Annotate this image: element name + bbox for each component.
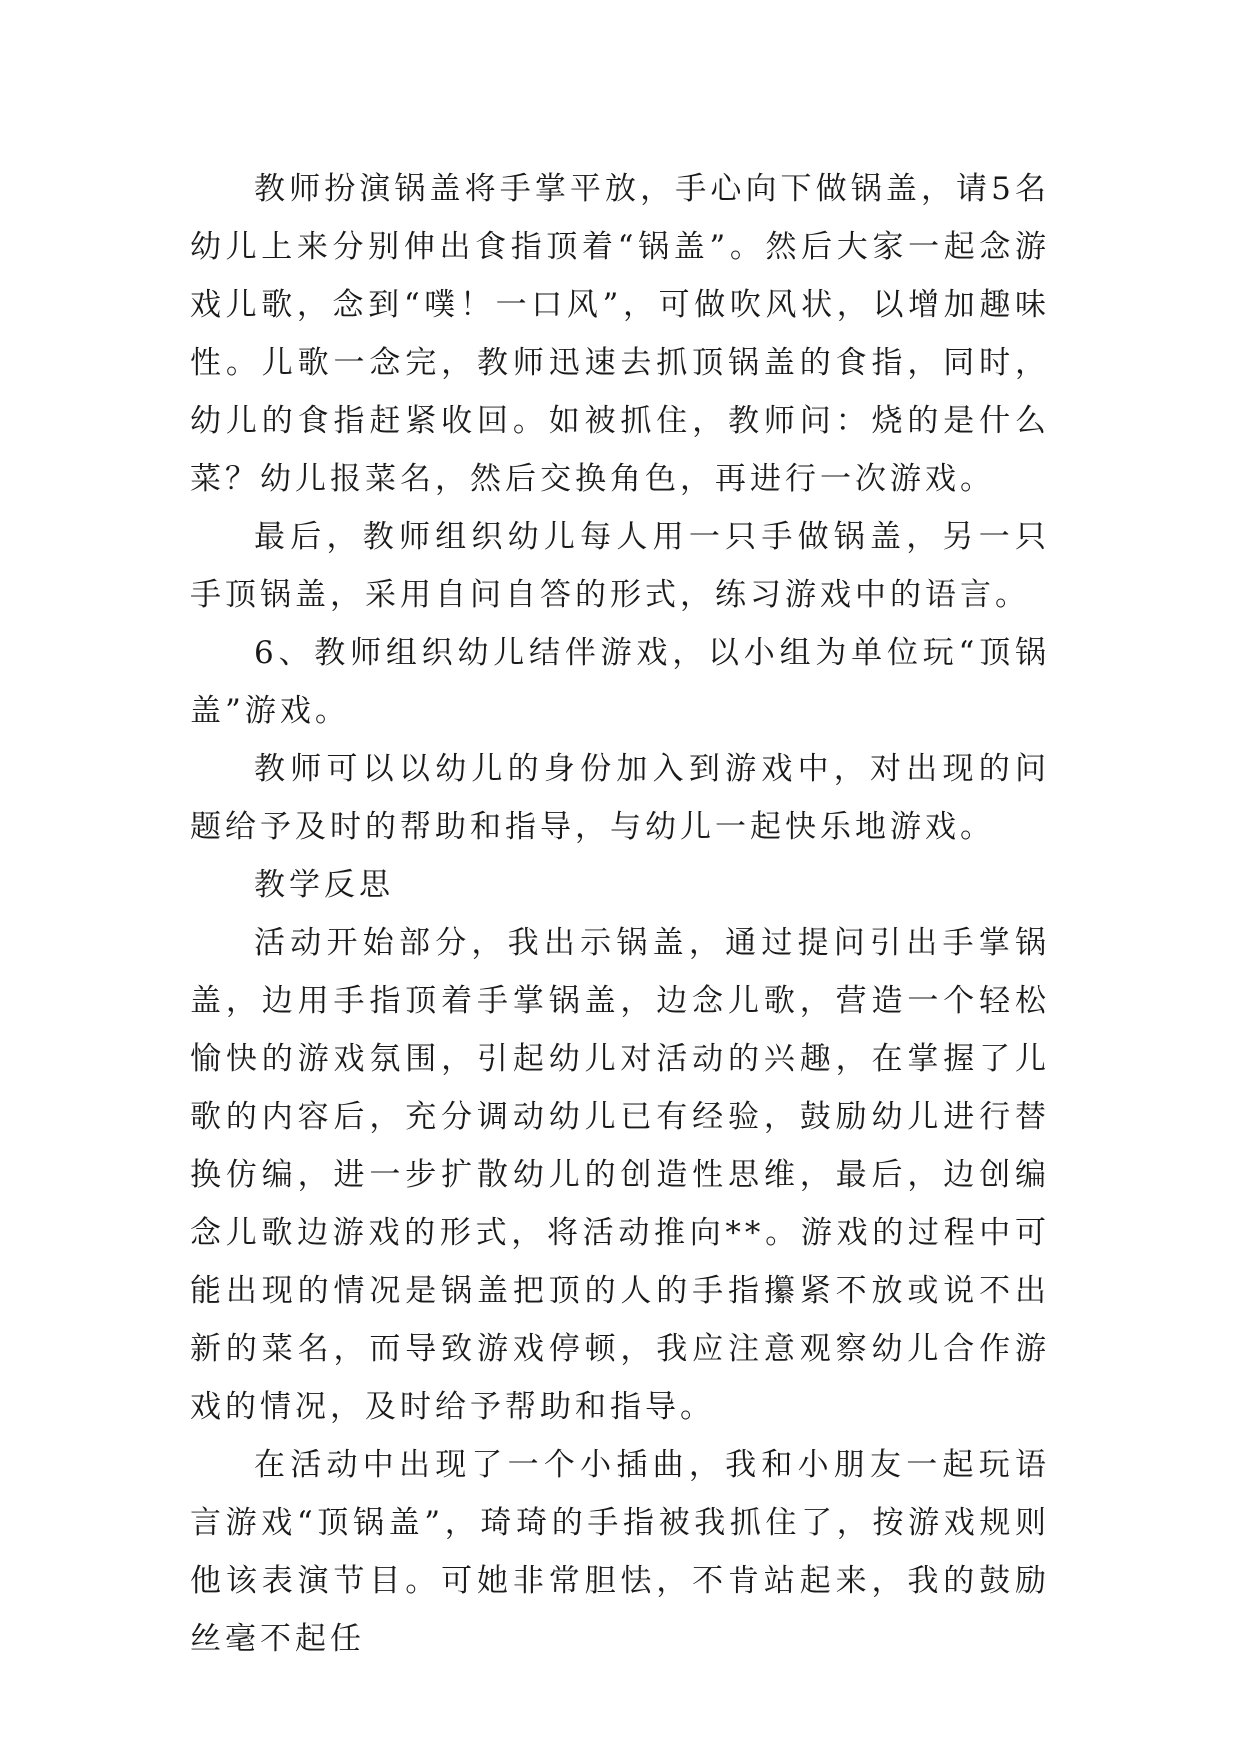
paragraph-game-rules: 教师扮演锅盖将手掌平放，手心向下做锅盖，请5名幼儿上来分别伸出食指顶着“锅盖”。然后大家一起念游戏儿歌，念到“噗！一口风”，可做吹风状，以增加趣味性。儿歌一念完，教师迅速去抓顶锅盖的食指，同时，幼儿的食指赶紧收回。如被抓住，教师问：烧的是什么菜？幼儿报菜名，然后交换角色，再进行一次游戏。 xyxy=(190,171,1050,497)
paragraph-reflection: 活动开始部分，我出示锅盖，通过提问引出手掌锅盖，边用手指顶着手掌锅盖，边念儿歌，营造一个轻松愉快的游戏氛围，引起幼儿对活动的兴趣，在掌握了儿歌的内容后，充分调动幼儿已有经验，鼓励幼儿进行替换仿编，进一步扩散幼儿的创造性思维，最后，边创编念儿歌边游戏的形式，将活动推向**。游戏的过程中可能出现的情况是锅盖把顶的人的手指攥紧不放或说不出新的菜名，而导致游戏停顿，我应注意观察幼儿合作游戏的情况，及时给予帮助和指导。 xyxy=(190,925,1050,1425)
paragraph-step-6: 6、教师组织幼儿结伴游戏，以小组为单位玩“顶锅盖”游戏。 xyxy=(190,635,1050,729)
section-heading-reflection: 教学反思 xyxy=(254,867,394,903)
paragraph-teacher-join: 教师可以以幼儿的身份加入到游戏中，对出现的问题给予及时的帮助和指导，与幼儿一起快乐地游戏。 xyxy=(190,751,1050,845)
paragraph-self-practice: 最后，教师组织幼儿每人用一只手做锅盖，另一只手顶锅盖，采用自问自答的形式，练习游戏中的语言。 xyxy=(190,519,1050,613)
document-body xyxy=(190,160,1050,1668)
paragraph-episode: 在活动中出现了一个小插曲，我和小朋友一起玩语言游戏“顶锅盖”，琦琦的手指被我抓住了，按游戏规则他该表演节目。可她非常胆怯，不肯站起来，我的鼓励丝毫不起任 xyxy=(190,1447,1050,1657)
